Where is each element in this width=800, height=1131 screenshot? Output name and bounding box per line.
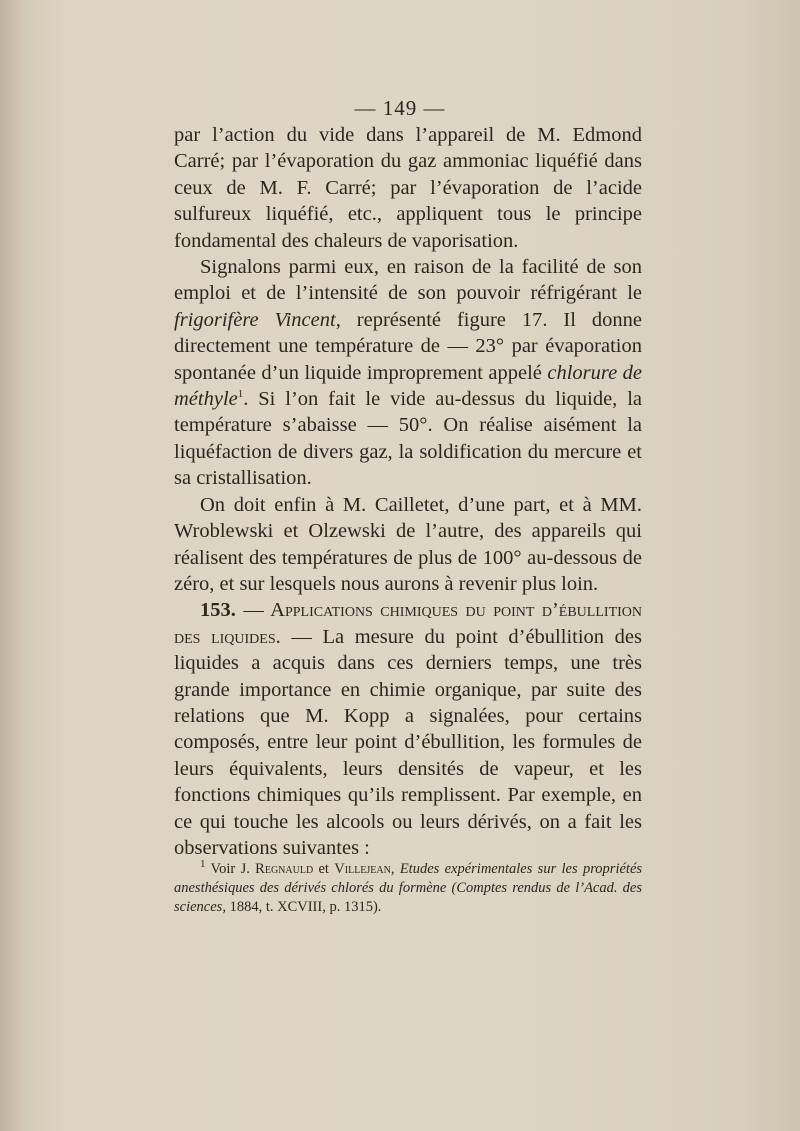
paragraph-4	[174, 597, 642, 861]
body-text	[174, 122, 642, 861]
paragraph-1: par l’action du vide dans l’appareil de M. Edmond Carré; par l’évaporation du gaz ammoniac liquéfié dans ceux de M. F. Carré; par l’évaporation de l’acide sulfureux liquéfié, etc., appliquent tous le principe fondamental des chaleurs de vaporisation.	[174, 124, 642, 252]
page-number: — 149 —	[354, 96, 446, 120]
footnote	[174, 860, 642, 917]
footnote-text-d: , 1884, t. XCVIII, p. 1315).	[222, 899, 382, 915]
footnote-author-1: Regnauld	[255, 861, 314, 877]
paragraph-2-part-c: , représenté figure 17. Il donne directement une température de — 23° par évaporation spontanée d’un liquide improprement appelé	[174, 308, 642, 384]
paragraph-2-part-a: Signalons parmi eux, en raison de la facilité de son emploi et de l’intensité de son pouvoir réfrigérant le	[174, 256, 642, 305]
paragraph-4-text: — La mesure du point d’ébullition des liquides a acquis dans ces derniers temps, une très grande importance en chimie organique, par suite des relations que M. Kopp a signalées, pour certains composés, entre leur point d’ébullition, les formules de leurs équivalents, leurs densités de vapeur, et les fonctions chimiques qu’ils remplissent. Par exemple, en ce qui touche les alcools ou leurs dérivés, on a fait les observations suivantes :	[174, 625, 642, 859]
paragraph-3: On doit enfin à M. Cailletet, d’une part, et à MM. Wroblewski et Olzewski de l’autre, des appareils qui réalisent des températures de plus de 100° au-dessous de zéro, et sur lesquels nous aurons à revenir plus loin.	[174, 493, 642, 595]
footnote-author-2: Villejean	[334, 861, 391, 877]
paragraph-2-part-e: . Si l’on fait le vide au-dessus du liquide, la température s’abaisse — 50°. On réalise aisément la liquéfaction de divers gaz, la soldification du mercure et sa cristallisation.	[174, 388, 642, 490]
chlorure-de-methyle-term: chlorure de méthyle	[174, 361, 643, 411]
section-number: 153.	[200, 599, 236, 622]
footnote-text-b: et	[313, 861, 335, 877]
frigorifere-vincent-term: frigorifère Vincent	[174, 308, 336, 331]
paragraph-2	[174, 254, 642, 492]
footnote-reference: 1	[237, 388, 244, 401]
footnote-marker: 1	[200, 858, 206, 871]
footnote-title: Etudes expérimentales sur les propriétés anesthésiques des dérivés chlorés du formène (Comptes rendus de l’Acad. des sciences	[174, 861, 643, 915]
section-title: — Applications chimiques du point d’ébullition des liquides.	[174, 599, 642, 648]
footnote-text-c: ,	[390, 861, 400, 877]
footnote-text-a: Voir J.	[205, 861, 256, 877]
